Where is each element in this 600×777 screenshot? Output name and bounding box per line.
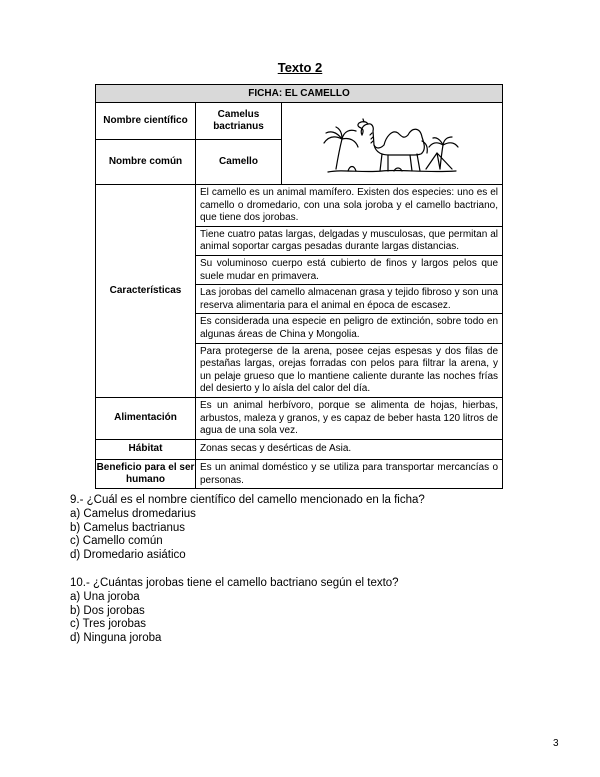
table-row xyxy=(96,103,503,140)
scientific-name-label: Nombre científico xyxy=(96,103,196,140)
table-header-row xyxy=(96,85,503,103)
answer-option: c) Tres jorobas xyxy=(70,618,147,631)
answer-option: a) Una joroba xyxy=(70,590,140,603)
table-row xyxy=(96,397,503,439)
characteristic-text: El camello es un animal mamífero. Existen dos especies: uno es el camello o dromedario, con una sola joroba y el camello bactriano, que tiene dos jorobas. xyxy=(196,185,503,227)
question-text: 10.- ¿Cuántas jorobas tiene el camello bactriano según el texto? xyxy=(70,576,399,589)
questions-section xyxy=(70,494,550,660)
table-row xyxy=(96,439,503,460)
answer-option: b) Dos jorobas xyxy=(70,604,145,617)
answer-option: d) Ninguna joroba xyxy=(70,632,162,645)
table-header: FICHA: EL CAMELLO xyxy=(96,85,503,103)
question-text: 9.- ¿Cuál es el nombre científico del camello mencionado en la ficha? xyxy=(70,494,425,506)
answer-option: c) Camello común xyxy=(70,535,163,548)
characteristic-text: Tiene cuatro patas largas, delgadas y musculosas, que permitan al animal soportar cargas pesadas durante largas distancias. xyxy=(196,226,503,255)
camel-image-cell xyxy=(282,103,503,185)
habitat-label: Hábitat xyxy=(96,439,196,460)
characteristic-text: Para protegerse de la arena, posee cejas espesas y dos filas de pestañas largas, orejas forradas con pelos para filtrar la arena, y un pelaje grueso que lo mantiene caliente durante las noches frías del desierto y lo aísla del calor del día. xyxy=(196,343,503,397)
characteristic-text: Las jorobas del camello almacenan grasa y tejido fibroso y son una reserva alimentaria para el animal en época de escasez. xyxy=(196,285,503,314)
answer-option: a) Camelus dromedarius xyxy=(70,507,196,520)
characteristics-label: Características xyxy=(96,185,196,398)
camel-info-table xyxy=(95,84,503,489)
characteristic-text: Es considerada una especie en peligro de extinción, sobre todo en algunas áreas de China y Mongolia. xyxy=(196,314,503,343)
question-9 xyxy=(70,494,550,563)
alimentacion-label: Alimentación xyxy=(96,397,196,439)
beneficio-text: Es un animal doméstico y se utiliza para transportar mercancías o personas. xyxy=(196,460,503,489)
common-name-label: Nombre común xyxy=(96,140,196,185)
answer-option: b) Camelus bactrianus xyxy=(70,521,186,534)
habitat-text: Zonas secas y desérticas de Asia. xyxy=(196,439,503,460)
page-number: 3 xyxy=(553,738,559,749)
beneficio-label: Beneficio para el ser humano xyxy=(96,460,196,489)
characteristic-text: Su voluminoso cuerpo está cubierto de finos y largos pelos que suele mudar en primavera. xyxy=(196,255,503,284)
alimentacion-text: Es un animal herbívoro, porque se alimenta de hojas, hierbas, arbustos, maleza y granos, y es capaz de beber hasta 120 litros de agua de una sola vez. xyxy=(196,397,503,439)
camel-illustration-icon xyxy=(322,109,462,179)
table-row xyxy=(96,460,503,489)
page-title: Texto 2 xyxy=(277,60,323,75)
answer-option: d) Dromedario asiático xyxy=(70,549,186,562)
scientific-name-value: Camelus bactrianus xyxy=(196,103,282,140)
table-row xyxy=(96,185,503,227)
question-10 xyxy=(70,577,550,646)
common-name-value: Camello xyxy=(196,140,282,185)
